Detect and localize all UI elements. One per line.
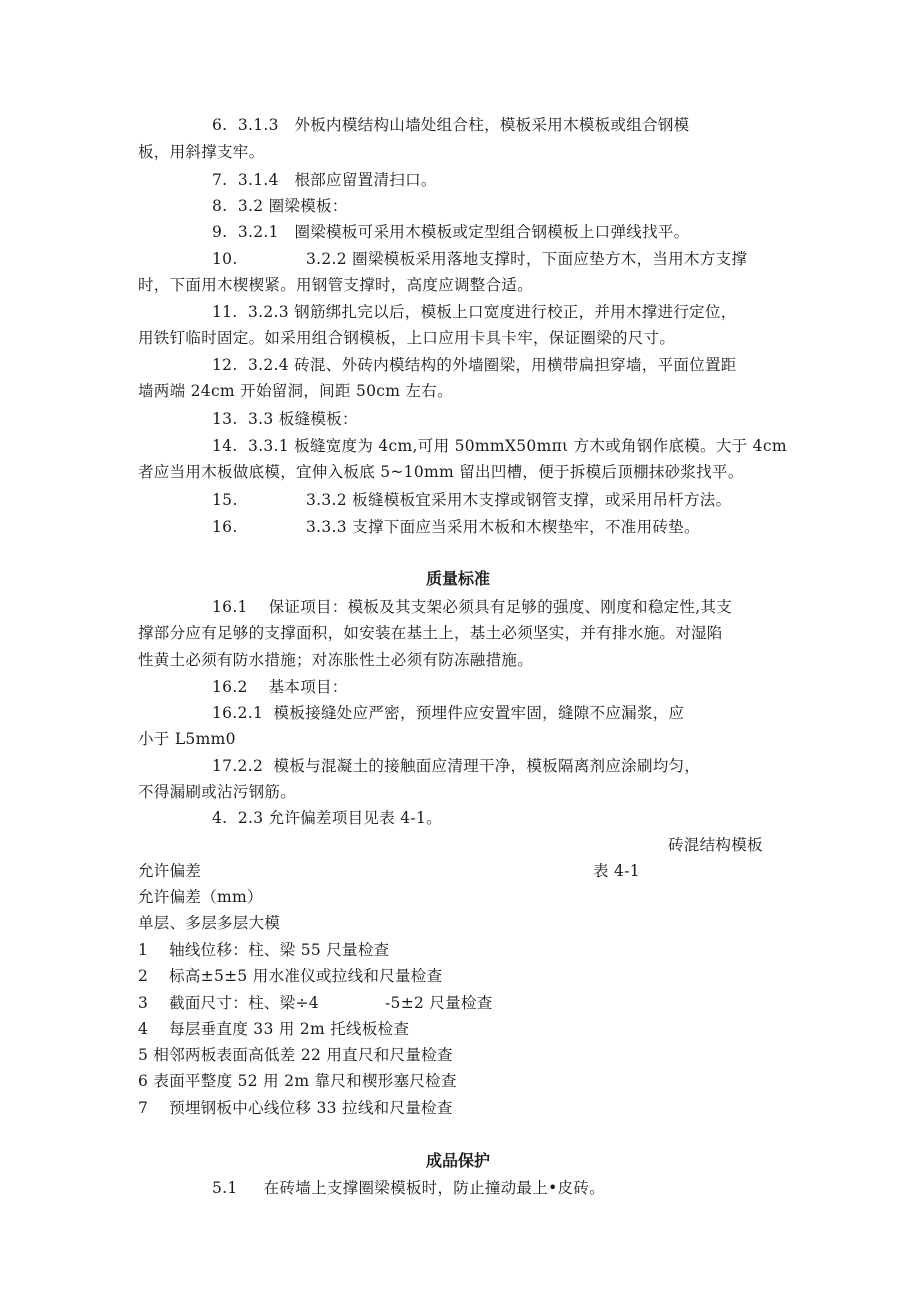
table-number: 表 4-1: [593, 862, 640, 880]
paragraph-line: 16.2.1 模板接缝处应严密，预埋件应安置牢固，缝隙不应漏浆，应: [212, 704, 685, 722]
paragraph-line: 不得漏刷或沾污钢筋。: [138, 783, 297, 801]
paragraph-line: 15.: [212, 491, 238, 509]
paragraph-line: 6. 3.1.3 外板内模结构山墙处组合柱，模板采用木模板或组合钢模: [212, 116, 690, 134]
section-heading-protection: 成品保护: [426, 1151, 491, 1170]
table-row: -5±2 尺量检查: [385, 994, 493, 1012]
table-row: 1 轴线位移：柱、梁 55 尺量检查: [138, 941, 390, 959]
table-header: 允许偏差（mm）: [138, 888, 263, 906]
table-row: 5 相邻两板表面高低差 22 用直尺和尺量检查: [138, 1046, 453, 1064]
table-caption: 允许偏差: [138, 862, 202, 880]
paragraph-line: 者应当用木板做底模，宜伸入板底 5~10mm 留出凹槽，便于拆模后顶棚抹砂浆找平。: [138, 463, 744, 481]
paragraph-line: 3.3.3 支撑下面应当采用木板和木楔垫牢，不准用砖垫。: [306, 518, 700, 536]
paragraph-line: 16.: [212, 518, 238, 536]
paragraph-line: 撑部分应有足够的支撑面积，如安装在基土上，基土必须坚实，并有排水施。对湿陷: [138, 624, 723, 642]
table-row: 3 截面尺寸：柱、梁÷4: [138, 994, 319, 1012]
paragraph-line: 3.3.2 板缝模板宜采用木支撑或钢管支撑，或采用吊杆方法。: [306, 491, 732, 509]
paragraph-line: 用铁钉临时固定。如采用组合钢模板，上口应用卡具卡牢，保证圈梁的尺寸。: [138, 329, 676, 347]
section-heading-quality: 质量标准: [426, 569, 491, 588]
table-row: 2 标高±5±5 用水准仪或拉线和尺量检查: [138, 967, 443, 985]
paragraph-line: 14. 3.3.1 板缝宽度为 4cm,可用 50mmX50mπι 方木或角钢作底模。大于 4cm: [212, 437, 787, 455]
table-header: 单层、多层多层大模: [138, 914, 281, 932]
paragraph-line: 16.1 保证项目：模板及其支架必须具有足够的强度、刚度和稳定性,其支: [212, 598, 733, 616]
paragraph-line: 时，下面用木楔楔紧。用钢管支撑时，高度应调整合适。: [138, 276, 534, 294]
paragraph-line: 板，用斜撑支牢。: [138, 143, 265, 161]
paragraph-line: 4. 2.3 允许偏差项目见表 4-1。: [212, 809, 442, 827]
paragraph-line: 5.1 在砖墙上支撑圈梁模板时，防止撞动最上•皮砖。: [212, 1179, 605, 1197]
paragraph-line: 11. 3.2.3 钢筋绑扎完以后，模板上口宽度进行校正，并用木撑进行定位，: [212, 303, 737, 321]
paragraph-line: 3.2.2 圈梁模板采用落地支撑时，下面应垫方木，当用木方支撑: [306, 250, 748, 268]
table-row: 4 每层垂直度 33 用 2m 托线板检查: [138, 1020, 410, 1038]
paragraph-line: 10.: [212, 250, 238, 268]
table-row: 6 表面平整度 52 用 2m 靠尺和楔形塞尺检查: [138, 1072, 457, 1090]
paragraph-line: 性黄土必须有防水措施；对冻胀性土必须有防冻融措施。: [138, 651, 534, 669]
paragraph-line: 13. 3.3 板缝模板：: [212, 410, 358, 428]
table-title: 砖混结构模板: [668, 836, 763, 854]
paragraph-line: 16.2 基本项目：: [212, 678, 348, 696]
table-row: 7 预埋钢板中心线位移 33 拉线和尺量检查: [138, 1099, 453, 1117]
paragraph-line: 墙两端 24cm 开始留洞，间距 50cm 左右。: [138, 382, 453, 400]
paragraph-line: 7. 3.1.4 根部应留置清扫口。: [212, 171, 437, 189]
paragraph-line: 12. 3.2.4 砖混、外砖内模结构的外墙圈梁，用横带扁担穿墙，平面位置距: [212, 356, 737, 374]
paragraph-line: 17.2.2 模板与混凝土的接触面应清理干净，模板隔离剂应涂刷均匀，: [212, 757, 701, 775]
paragraph-line: 8. 3.2 圈梁模板：: [212, 197, 348, 215]
paragraph-line: 9. 3.2.1 圈梁模板可采用木模板或定型组合钢模板上口弹线找平。: [212, 223, 690, 241]
paragraph-line: 小于 L5mm0: [138, 730, 236, 748]
